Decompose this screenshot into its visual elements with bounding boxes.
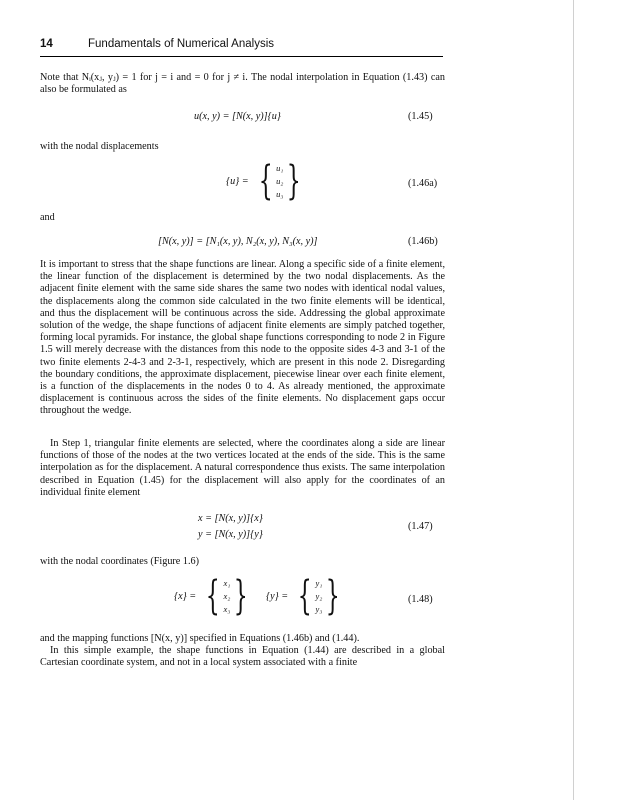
paragraph-simple-example: In this simple example, the shape functions in Equation (1.44) are described in a global Cartesian coordinate system, and not in a local system associated with a finite: [40, 645, 445, 669]
equation-1-48-y: [266, 573, 346, 619]
page-header: [40, 38, 443, 57]
left-brace-icon: {: [258, 158, 273, 204]
vector-u-components: [276, 162, 283, 201]
component-u2: u₂: [276, 175, 284, 186]
page-edge-rule: [573, 0, 574, 800]
equation-number-1-45: (1.45): [408, 111, 433, 122]
equation-1-47-y: y = [N(x, y)]{y}: [198, 529, 263, 540]
component-u3: u₃: [276, 188, 284, 199]
component-x3: x₃: [223, 603, 231, 614]
equation-1-48-x: [174, 573, 254, 619]
component-x1: x₁: [223, 577, 231, 588]
equation-number-1-46b: (1.46b): [408, 236, 438, 247]
label-and: and: [40, 212, 55, 223]
vector-y-lhs: {y} =: [266, 590, 289, 602]
paragraph-mapping-functions: and the mapping functions [N(x, y)] specified in Equations (1.46b) and (1.44).: [40, 633, 360, 644]
component-u1: u₁: [276, 162, 284, 173]
paragraph-step-1: In Step 1, triangular finite elements are selected, where the coordinates along a side are linear functions of those of the nodes at the two vertices located at the ends of the side. This is the same interpolation as for the displacement. A natural correspondence thus exists. The same interpolation described in Equation (1.45) for the displacement will also apply for the coordinates of an individual finite element: [40, 438, 445, 498]
paragraph-shape-functions: It is important to stress that the shape functions are linear. Along a specific side of a finite element, the linear function of the displacement is determined by the two nodal displacements. As the adjacent finite element with the same side shares the same two nodes with identical nodal values, the displacements along the common side calculated in the two finite elements will be identical, and thus the displacement will be continuous across the side. Addressing the global approximate solution of the wedge, the shape functions of adjacent finite elements are simply patched together, forming local pyramids. For instance, the global shape functions corresponding to node 2 in Figure 1.5 will merely decrease with the distances from this node to the opposite sides 4-3 and 3-1 of the two finite elements 2-4-3 and 2-3-1, respectively, which are present in this node 2. Disregarding the boundary conditions, the approximate displacement, piecewise linear over each finite element, is a function of the displacements in the nodes 0 to 4. As already mentioned, the approximate displacement is continuous across the sides of the finite elements. No displacement gaps occur throughout the wedge.: [40, 259, 445, 417]
equation-1-45: u(x, y) = [N(x, y)]{u}: [194, 111, 281, 122]
right-brace-icon: }: [326, 573, 341, 619]
component-y2: y₂: [315, 590, 323, 601]
right-brace-icon: }: [287, 158, 302, 204]
equation-1-46b: [N(x, y)] = [N₁(x, y), N₂(x, y), N₃(x, y)]: [158, 236, 318, 247]
running-title: Fundamentals of Numerical Analysis: [88, 38, 274, 50]
equation-1-47-x: x = [N(x, y)]{x}: [198, 513, 263, 524]
left-brace-icon: {: [205, 573, 220, 619]
label-nodal-displacements: with the nodal displacements: [40, 141, 159, 152]
component-y3: y₃: [315, 603, 323, 614]
equation-number-1-47: (1.47): [408, 521, 433, 532]
vector-y-components: [316, 577, 323, 616]
left-brace-icon: {: [297, 573, 312, 619]
equation-1-46a: [226, 158, 307, 204]
equation-number-1-48: (1.48): [408, 594, 433, 605]
paragraph-intro: Note that Nᵢ(xⱼ, yⱼ) = 1 for j = i and = 0 for j ≠ i. The nodal interpolation in Equation (1.43) can also be formulated as: [40, 72, 445, 96]
component-x2: x₂: [223, 590, 231, 601]
vector-x-components: [224, 577, 231, 616]
vector-x-lhs: {x} =: [174, 590, 197, 602]
right-brace-icon: }: [234, 573, 249, 619]
vector-u-lhs: {u} =: [226, 175, 249, 187]
component-y1: y₁: [315, 577, 323, 588]
page-number: 14: [40, 38, 53, 50]
equation-number-1-46a: (1.46a): [408, 178, 438, 189]
label-nodal-coordinates: with the nodal coordinates (Figure 1.6): [40, 556, 200, 567]
